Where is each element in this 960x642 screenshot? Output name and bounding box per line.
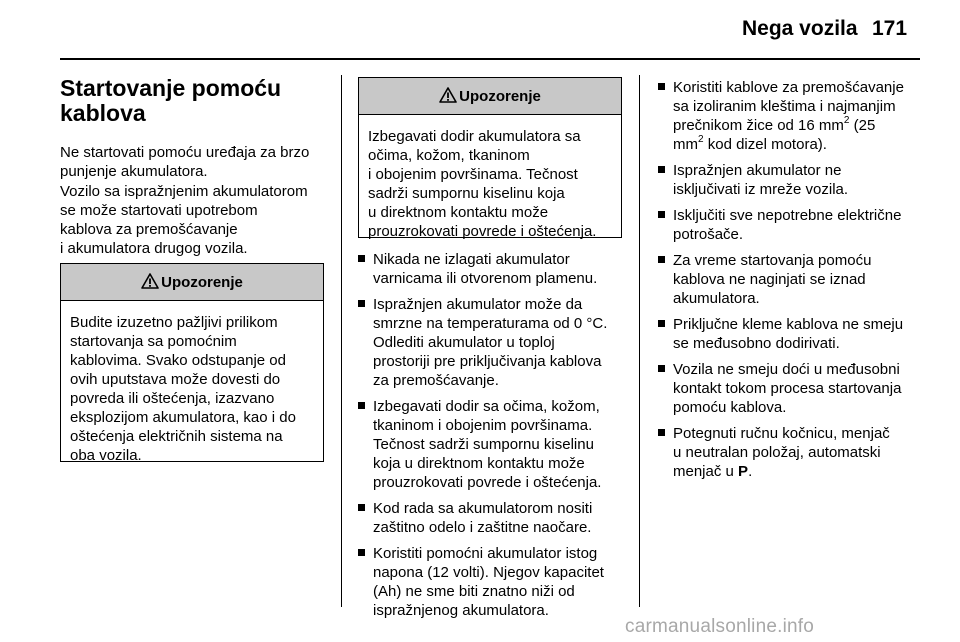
list-item: Ispražnjen akumulator može da smrzne na temperaturama od 0 °C. Odlediti akumulator u toploj prostoriji pre priključivanja kablova za premošćavanje. xyxy=(358,295,628,390)
list-item: Koristiti pomoćni akumulator istog napona (12 volti). Njegov kapacitet (Ah) ne sme biti znatno niži od ispražnjenog akumulatora. xyxy=(358,544,628,620)
warning-label: Upozorenje xyxy=(459,87,541,105)
page-header xyxy=(0,0,960,60)
list-item: Koristiti kablove za premošćavanje sa izoliranim kleštima i najmanjim prečnikom žice od 16 $mm^2$ (25 $mm^2$ kod dizel motora). xyxy=(658,78,926,154)
list-item: Potegnuti ručnu kočnicu, menjač u neutralan položaj, automatski menjač u P. xyxy=(658,424,926,481)
bullet-square-icon xyxy=(358,549,365,556)
column-divider xyxy=(341,75,342,607)
warning-label: Upozorenje xyxy=(161,273,243,291)
warning-text: Budite izuzetno pažljivi prilikom startovanja sa pomoćnim kablovima. Svako odstupanje od ovih uputstava može dovesti do povreda ili oštećenja, izazvano eksplozijom akumulatora, kao i do oštećenja električnih sistema na oba vozila. xyxy=(70,314,296,464)
warning-header xyxy=(359,78,621,115)
bullet-square-icon xyxy=(358,504,365,511)
site-watermark[interactable]: carmanualsonline.info xyxy=(625,616,815,637)
header-rule xyxy=(60,58,920,60)
intro-paragraph-2: Vozilo sa ispražnjenim akumulatorom se može startovati upotrebom kablova za premošćavanje i akumulatora drugog vozila. xyxy=(60,183,308,257)
warning-box xyxy=(358,77,622,238)
warning-header xyxy=(61,264,323,301)
procedure-list xyxy=(658,78,926,488)
page-number: 171 xyxy=(872,17,908,40)
bullet-square-icon xyxy=(658,211,665,218)
list-item: Priključne kleme kablova ne smeju se međusobno dodirivati. xyxy=(658,315,926,353)
bullet-square-icon xyxy=(658,365,665,372)
list-item: Ispražnjen akumulator ne isključivati iz mreže vozila. xyxy=(658,161,926,199)
list-item: Vozila ne smeju doći u međusobni kontakt tokom procesa startovanja pomoću kablova. xyxy=(658,360,926,417)
bullet-square-icon xyxy=(658,429,665,436)
warning-text: Izbegavati dodir akumulatora sa očima, kožom, tkaninom i obojenim površinama. Tečnost sadrži sumpornu kiselinu koja u direktnom kontaktu može prouzrokovati povrede i oštećenja. xyxy=(368,128,597,240)
list-item: Za vreme startovanja pomoću kablova ne naginjati se iznad akumulatora. xyxy=(658,251,926,308)
section-title: Startovanje pomoću kablova xyxy=(60,75,282,126)
precaution-list xyxy=(358,250,628,627)
header-title: Nega vozila xyxy=(742,17,858,40)
warning-triangle-icon xyxy=(439,87,457,103)
bullet-square-icon xyxy=(658,166,665,173)
warning-triangle-icon xyxy=(141,273,159,289)
warning-box xyxy=(60,263,324,462)
bullet-square-icon xyxy=(658,83,665,90)
intro-paragraph-1: Ne startovati pomoću uređaja za brzo punjenje akumulatora. xyxy=(60,144,310,180)
bullet-square-icon xyxy=(358,255,365,262)
list-item: Nikada ne izlagati akumulator varnicama ili otvorenom plamenu. xyxy=(358,250,628,288)
list-item: Izbegavati dodir sa očima, kožom, tkaninom i obojenim površinama. Tečnost sadrži sumpornu kiselinu koja u direktnom kontaktu može prouzrokovati povrede i oštećenja. xyxy=(358,397,628,492)
list-item: Isključiti sve nepotrebne električne potrošače. xyxy=(658,206,926,244)
bullet-square-icon xyxy=(658,256,665,263)
column-divider xyxy=(639,75,640,607)
list-item: Kod rada sa akumulatorom nositi zaštitno odelo i zaštitne naočare. xyxy=(358,499,628,537)
bullet-square-icon xyxy=(658,320,665,327)
bullet-square-icon xyxy=(358,402,365,409)
bullet-square-icon xyxy=(358,300,365,307)
